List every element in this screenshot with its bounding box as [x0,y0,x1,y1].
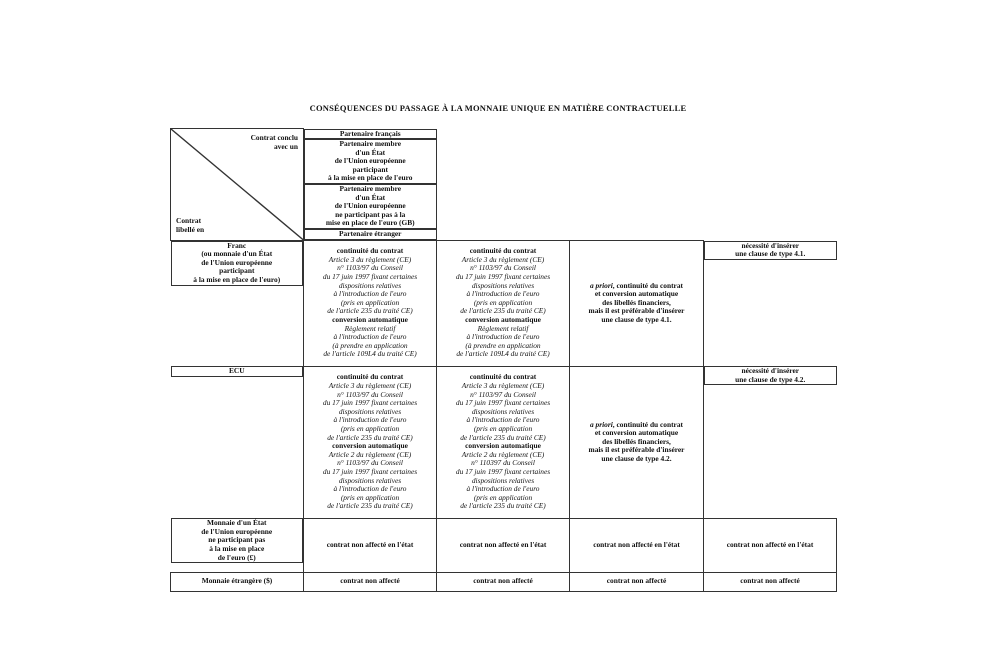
cell-heading: continuité du contrat [336,372,404,382]
row-label-monnaie-etrangere: Monnaie étrangère ($) [171,572,304,591]
table-cell [304,240,437,366]
contract-table [170,128,837,592]
row-label-monnaie-ue: Monnaie d'un État de l'Union européenne ne participant pas à la mise en place de l'euro (£) [171,518,304,563]
cell-heading: conversion automatique [332,441,408,451]
table-cell: contrat non affecté en l'état [304,518,437,572]
cell-reference: Article 2 du règlement (CE) n° 1103/97 du Conseil du 17 juin 1997 fixant certaines dispositions relatives à l'introduction de l'euro (pris en application de l'article 235 du traité CE) [322,449,418,511]
cell-heading: continuité du contrat [336,246,404,256]
table-cell [437,240,570,366]
table-cell: contrat non affecté [304,572,437,591]
row-label-ecu: ECU [171,366,304,377]
header-partenaire-participant: Partenaire membre d'un État de l'Union européenne participant à la mise en place de l'euro [304,139,437,184]
cell-heading: conversion automatique [465,441,541,451]
cell-text: , continuité du contrat et conversion automatique des libellés financiers, mais il est préférable d'insérer une clause de type 4.2. [588,419,685,464]
header-row [171,129,837,241]
table-cell: nécessité d'insérer une clause de type 4.1. [704,241,837,260]
cell-reference: Règlement relatif à l'introduction de l'euro (à prendre en application de l'article 109L4 du traité CE) [323,323,417,359]
table-cell: nécessité d'insérer une clause de type 4.2. [704,366,837,385]
corner-bottom-label: Contrat libellé en [176,216,205,235]
table-cell: contrat non affecté en l'état [570,518,704,572]
table-cell [437,366,570,518]
table-cell: contrat non affecté en l'état [437,518,570,572]
cell-heading: continuité du contrat [469,246,537,256]
table-row [171,366,837,518]
header-partenaire-etranger: Partenaire étranger [304,229,437,240]
cell-reference: Article 3 du règlement (CE) n° 1103/97 du Conseil du 17 juin 1997 fixant certaines dispositions relatives à l'introduction de l'euro (pris en application de l'article 235 du traité CE) [322,380,418,442]
table-row [171,572,837,591]
table-cell [570,366,704,518]
table-cell: contrat non affecté en l'état [704,518,837,572]
cell-heading: continuité du contrat [469,372,537,382]
cell-reference: Article 3 du règlement (CE) n° 1103/97 du Conseil du 17 juin 1997 fixant certaines dispositions relatives à l'introduction de l'euro (pris en application de l'article 235 du traité CE) [322,254,418,316]
a-priori-text: a priori [589,419,613,429]
cell-text: , continuité du contrat et conversion automatique des libellés financiers, mais il est préférable d'insérer une clause de type 4.1. [588,280,685,325]
header-partenaire-francais: Partenaire français [304,129,437,140]
table-cell [304,366,437,518]
table-row [171,518,837,572]
page-title: CONSÉQUENCES DU PASSAGE À LA MONNAIE UNIQUE EN MATIÈRE CONTRACTUELLE [309,103,687,113]
table-row [171,240,837,366]
table-cell: contrat non affecté [437,572,570,591]
a-priori-text: a priori [589,280,613,290]
corner-header-cell [171,129,304,241]
cell-reference: Article 2 du règlement (CE) n° 110397 du Conseil du 17 juin 1997 fixant certaines dispositions relatives à l'introduction de l'euro (pris en application de l'article 235 du traité CE) [455,449,551,511]
cell-heading: conversion automatique [332,315,408,325]
cell-reference: Article 3 du règlement (CE) n° 1103/97 du Conseil du 17 juin 1997 fixant certaines dispositions relatives à l'introduction de l'euro (pris en application de l'article 235 du traité CE) [455,380,551,442]
table-cell: contrat non affecté [570,572,704,591]
table-cell [570,240,704,366]
cell-reference: Règlement relatif à l'introduction de l'euro (à prendre en application de l'article 109L4 du traité CE) [456,323,550,359]
cell-reference: Article 3 du règlement (CE) n° 1103/97 du Conseil du 17 juin 1997 fixant certaines dispositions relatives à l'introduction de l'euro (pris en application de l'article 235 du traité CE) [455,254,551,316]
row-label-franc: Franc (ou monnaie d'un État de l'Union européenne participant à la mise en place de l'euro) [171,241,304,286]
cell-heading: conversion automatique [465,315,541,325]
corner-top-label: Contrat conclu avec un [250,133,298,151]
header-partenaire-non-participant: Partenaire membre d'un État de l'Union européenne ne participant pas à la mise en place de l'euro (GB) [304,184,437,229]
table-cell: contrat non affecté [704,572,837,591]
